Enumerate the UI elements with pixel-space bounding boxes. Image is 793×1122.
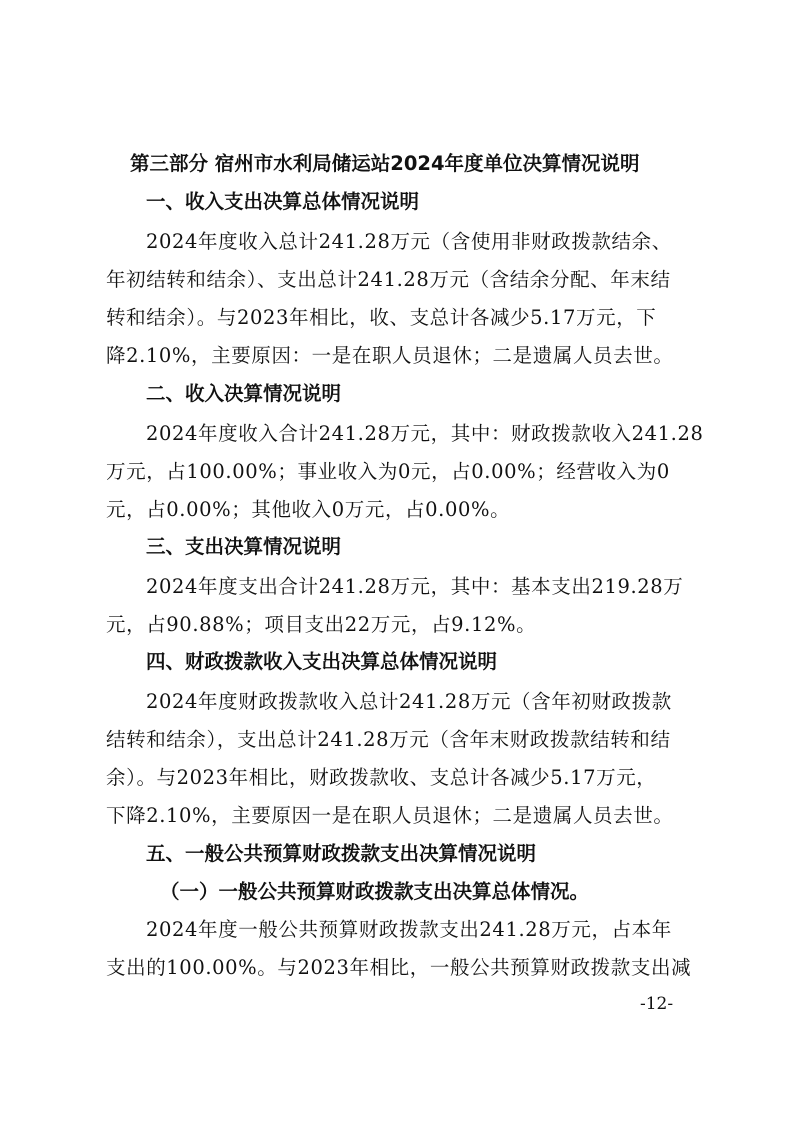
section-3-heading: 三、支出决算情况说明: [146, 535, 342, 558]
paragraph-line: 年初结转和结余）、支出总计241.28万元（含结余分配、年末结: [106, 268, 671, 291]
paragraph-line: 2024年度支出合计241.28万元，其中：基本支出219.28万: [146, 575, 684, 598]
paragraph-line: 万元，占100.00%；事业收入为0元，占0.00%；经营收入为0: [106, 460, 670, 483]
paragraph-line: 2024年度收入总计241.28万元（含使用非财政拨款结余、: [146, 230, 672, 253]
paragraph-line: 元，占90.88%；项目支出22万元，占9.12%。: [106, 613, 537, 636]
section-2-heading: 二、收入决算情况说明: [146, 382, 342, 405]
page-number: -12-: [640, 994, 674, 1014]
section-4-heading: 四、财政拨款收入支出决算总体情况说明: [146, 650, 498, 673]
paragraph-line: 余）。与2023年相比，财政拨款收、支总计各减少5.17万元，: [106, 766, 657, 789]
paragraph-line: 支出的100.00%。与2023年相比，一般公共预算财政拨款支出减: [106, 956, 692, 979]
paragraph-line: 下降2.10%，主要原因一是在职人员退休；二是遗属人员去世。: [106, 804, 674, 827]
paragraph-line: 2024年度财政拨款收入总计241.28万元（含年初财政拨款: [146, 690, 672, 713]
paragraph-line: 2024年度一般公共预算财政拨款支出241.28万元，占本年: [146, 918, 672, 941]
paragraph-line: 转和结余）。与2023年相比，收、支总计各减少5.17万元，下: [106, 306, 657, 329]
section-1-heading: 一、收入支出决算总体情况说明: [146, 190, 420, 213]
paragraph-line: 降2.10%，主要原因：一是在职人员退休；二是遗属人员去世。: [106, 344, 674, 367]
paragraph-line: 2024年度收入合计241.28万元，其中：财政拨款收入241.28: [146, 422, 704, 445]
paragraph-line: 元，占0.00%；其他收入0万元，占0.00%。: [106, 498, 511, 521]
page-title: 第三部分 宿州市水利局储运站2024年度单位决算情况说明: [130, 152, 640, 175]
section-5-subheading: （一）一般公共预算财政拨款支出决算总体情况。: [160, 880, 590, 903]
section-5-heading: 五、一般公共预算财政拨款支出决算情况说明: [146, 842, 537, 865]
paragraph-line: 结转和结余），支出总计241.28万元（含年末财政拨款结转和结: [106, 728, 671, 751]
